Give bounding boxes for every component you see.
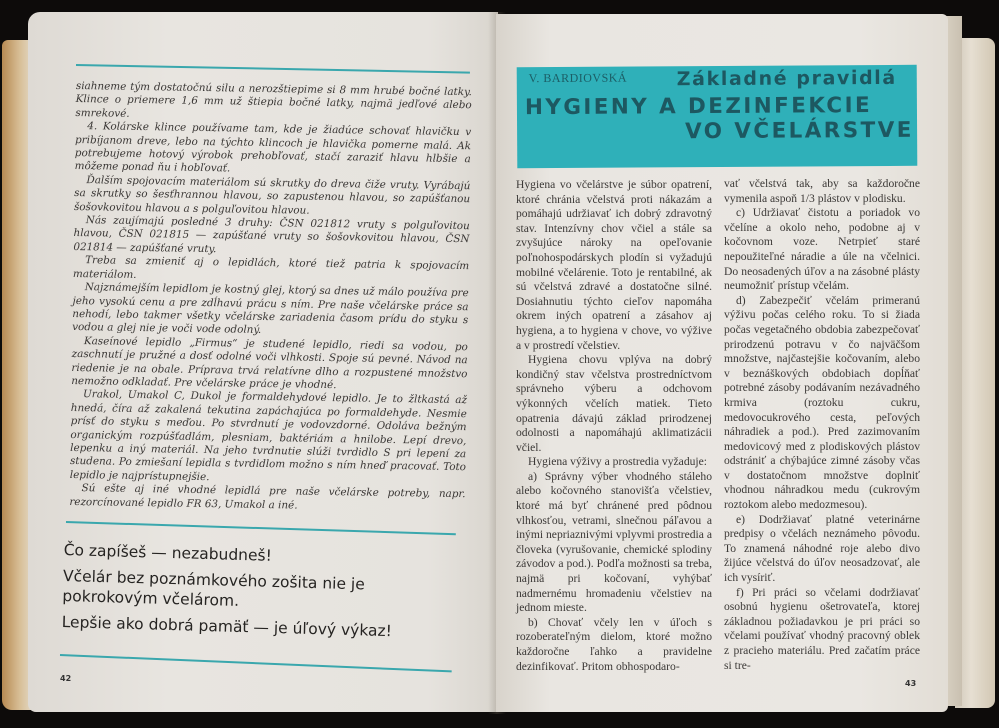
paragraph: 4. Kolárske klince používame tam, kde je žiadúce schovať hlavičku v pribíjanom dreve, lebo na týchto klincoch je hlavička pomerne malá. Ak potrebujeme hotový výrobok prehobľovať, stačí zaraziť hlavu hlbšie a môžeme ponad ňu i hobľovať. (74, 120, 472, 175)
paragraph: c) Udržiavať čistotu a poriadok vo včelíne a okolo neho, podobne aj v kočovnom voze. Netrpieť staré nepoužiteľné náradie a úle na včelnici. Do neosadených úľov a na zásobné plásty neumožniť prístup včelám. (724, 206, 920, 293)
paragraph: Hygiena výživy a prostredia vyžaduje: (528, 455, 707, 469)
article-title-line3: VO VČELÁRSTVE (685, 117, 914, 145)
paragraph: Hygiena vo včelárstve je súbor opatrení, ktoré chránia včelstvá proti nákazám a pomáhajú udržiavať ich dobrý zdravotný stav. Intenzívny chov včiel a stále sa zvyšujúce nároky na opeľovanie poľnohospodárskych plodín si vyžadujú mobilné včelárenie. Toto je rentabilné, ak sú včelstvá zdravé a dostatočne silné. Dosiahnutiu týchto cieľov napomáha okrem iných opatrení a zásahov aj hygiena, a to hygiena v chove, vo výžive a v prostredí včelstiev. (516, 178, 712, 352)
motto-line: Včelár bez poznámkového zošita nie je pokrokovým včelárom. (62, 566, 366, 610)
paragraph: Nás zaujímajú posledné 3 druhy: ČSN 021812 vruty s polguľovitou hlavou, ČSN 021815 — zapúšťané vruty so šošovkovitou hlavou, ČSN 021814 — zapúšťané vruty. (73, 214, 470, 256)
paragraph: d) Zabezpečiť včelám primeranú výživu počas celého roku. To si žiada počas vegetačného obdobia zabezpečovať prirodzenú potravu v čo najväčšom množstve, najčastejšie kočovaním, alebo v beznáškových obdobiach dopĺňať potrebné zásoby podávaním nezávadného krmiva (roztoku cukru, medovocukrového cesta, peľových náhradiek a pod.). Pred zazimovaním medovicový med z plodiskových plástov odstrániť a chýbajúce zimné zásoby včas v dostatočnom množstve doplniť vhodnou náhradkou medu (cukrovým roztokom alebo medozmesou). (724, 293, 920, 512)
article-author: V. BARDIOVSKÁ (528, 70, 628, 86)
right-page-column-1 (516, 178, 712, 674)
paragraph: Urakol, Umakol C, Dukol je formaldehydové lepidlo. Je to žltkastá až hnedá, číra až zakalená tekutina zapáchajúca po formaldehyde. Nesmie prísť do styku s meďou. Po stvrdnutí je vodovzdorné. Odoláva bežným organickým rozpúšťadlám, plesniam, baktériám a hnilobe. Lepí drevo, lepenku a iný materiál. Na jeho tvrdnutie slúži tvrdidlo S pri lepení za studena. Po zmiešaní lepidla s tvrdidlom možno s ním hneď pracovať. Toto lepidlo je najprístupnejšie. (69, 388, 468, 483)
paragraph: Hygiena chovu vplýva na dobrý kondičný stav včelstva prostredníctvom správneho výberu a odchovom výkonných včelích matiek. Tieto opatrenia dávajú základ prirodzenej odolnosti a napomáhajú aklimatizácii včiel. (516, 353, 712, 454)
paragraph: Sú ešte aj iné vhodné lepidlá pre naše včelárske potreby, napr. rezorcínované lepidlo FR 63, Umakol a iné. (69, 482, 466, 512)
paragraph: f) Pri práci so včelami dodržiavať osobnú hygienu ošetrovateľa, ktorej základnou požiadavkou je pri práci so včelami používať vhodný pracovný oblek z pracieho materiálu. Pred začatím práce si tre- (724, 585, 920, 672)
motto-line: Čo zapíšeš — nezabudneš! (63, 540, 273, 565)
paragraph: vať včelstvá tak, aby sa každoročne vymenila aspoň 1/3 plástov v plodisku. (724, 177, 920, 205)
right-page-column-2 (724, 177, 920, 673)
paragraph: Ďalším spojovacím materiálom sú skrutky do dreva čiže vruty. Vyrábajú sa skrutky so šesťhrannou hlavou, so zapustenou hlavou, so zapúšťanou šošovkovitou hlavou a s polguľovitou hlavou. (73, 174, 471, 217)
page-number-left: 42 (60, 674, 72, 683)
article-title-line2: HYGIENY A DEZINFEKCIE (524, 93, 873, 121)
left-page-body (69, 80, 472, 515)
paragraph: e) Dodržiavať platné veterinárne predpisy o včelách neznámeho pôvodu. To znamená náhodné roje alebo divo žijúce včelstvá do úľov neosadzovať, ale ich vysíriť. (724, 512, 920, 585)
page-number-right: 43 (905, 679, 917, 688)
paragraph: b) Chovať včely len v úľoch s rozoberateľným dielom, ktoré možno každoročne ľahko a pravidelne dezinfikovať. Pritom obhospodaro- (516, 615, 712, 673)
paragraph: Treba sa zmieniť aj o lepidlách, ktoré tiež patria k spojovacím materiálom. (72, 254, 470, 281)
motto-line: Lepšie ako dobrá pamäť — je úľový výkaz! (61, 612, 393, 641)
article-title-banner (517, 65, 918, 168)
motto-box (61, 540, 444, 649)
paragraph: Kaseínové lepidlo „Firmus“ je studené lepidlo, riedi sa vodou, po zaschnutí je pružné a dosť odolné voči vlhkosti. Spoje sú pevné. Návod na riedenie je na obale. Príprava trvá relatívne dlho a rozpustené množstvo nemožno odkladať. Pre včelárske práce je vhodné. (71, 334, 468, 392)
paragraph: a) Správny výber vhodného stáleho alebo kočovného stanovišťa včelstiev, ktoré má byť chránené pred pôdnou vlhkosťou, vetrami, slnečnou páľavou a inými nepriaznivými vplyvmi prostredia a človeka (vyrušovanie, chemické splodiny závodov a pod.). Podľa možnosti sa treba, najmä pri kočovaní, vyhýbať nadmernému hromadeniu včelstiev na jednom mieste. (516, 469, 712, 615)
paragraph: Najznámejším lepidlom je kostný glej, ktorý sa dnes už málo používa pre jeho vysokú cenu a pre zdĺhavú prácu s ním. Pre naše včelárske práce sa nehodí, lebo takmer všetky včelárske zariadenia časom prídu do styku s vodou a glej nie je voči vode odolný. (72, 281, 469, 337)
paragraph: siahneme tým dostatočnú silu a nerozštiepime si 8 mm hrubé bočné latky. Klince o priemere 1,6 mm už štiepia bočné latky, najmä jedľové alebo smrekové. (75, 80, 472, 120)
article-title-line1: Základné pravidlá (676, 66, 897, 91)
